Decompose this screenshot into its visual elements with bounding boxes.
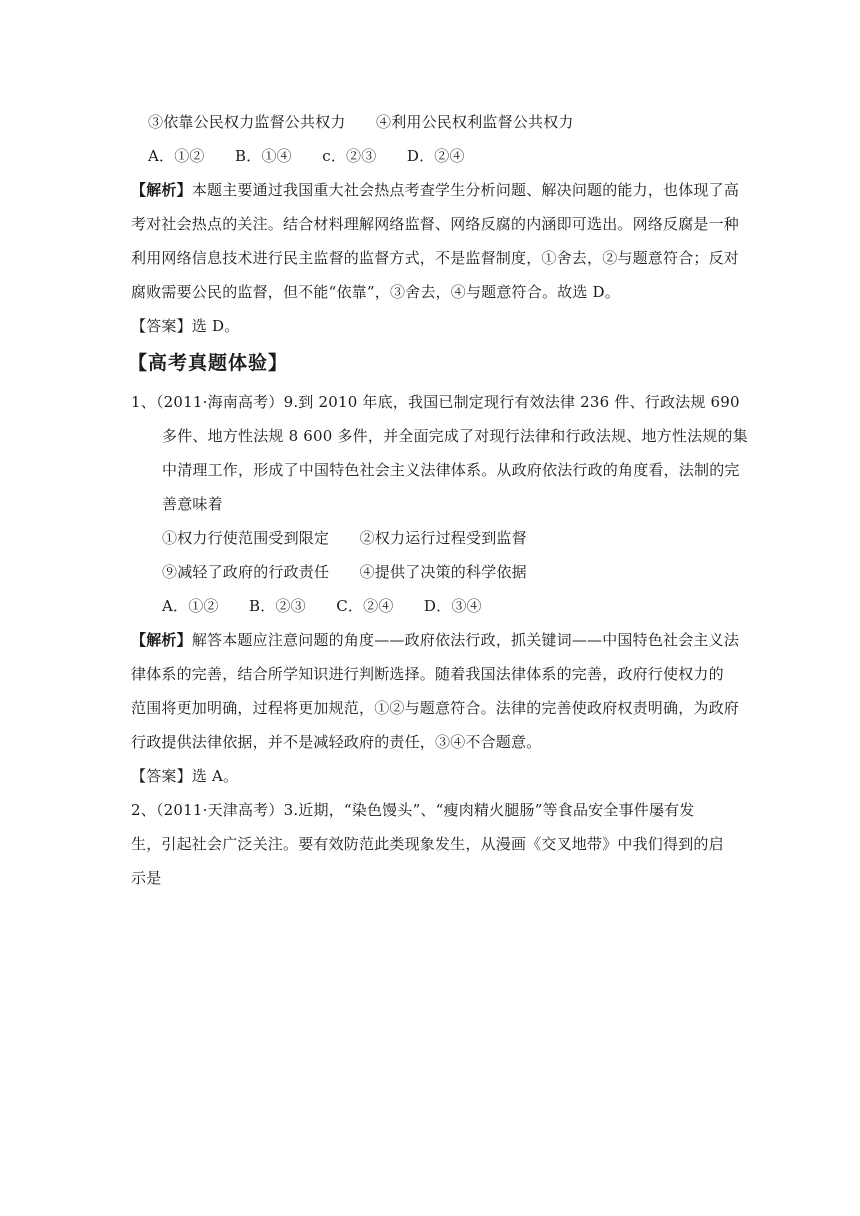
q1-options-row-2: ⑨减轻了政府的行政责任 ④提供了决策的科学依据 (162, 563, 527, 581)
q1-analysis-line-2: 律体系的完善，结合所学知识进行判断选择。随着我国法律体系的完善，政府行使权力的 (131, 665, 724, 683)
q1-analysis-line-3: 范围将更加明确，过程将更加规范，①②与题意符合。法律的完善使政府权责明确，为政府 (131, 699, 740, 717)
q1-stem-line-3: 中清理工作，形成了中国特色社会主义法律体系。从政府依法行政的角度看，法制的完 (162, 461, 740, 479)
q1-stem-line-4: 善意味着 (162, 495, 223, 513)
q0-choices: A．①② B．①④ c．②③ D．②④ (148, 147, 465, 165)
q0-analysis-line-1 (131, 180, 739, 200)
analysis-tag: 【解析】 (131, 631, 192, 649)
q0-analysis-line-2: 考对社会热点的关注。结合材料理解网络监督、网络反腐的内涵即可选出。网络反腐是一种 (131, 215, 740, 233)
q1-analysis-line-1 (131, 630, 739, 650)
q2-stem-line-2: 生，引起社会广泛关注。要有效防范此类现象发生，从漫画《交叉地带》中我们得到的启 (131, 835, 724, 853)
q1-choices: A．①② B．②③ C．②④ D．③④ (162, 597, 482, 615)
q1-analysis-line-4: 行政提供法律依据，并不是减轻政府的责任，③④不合题意。 (131, 733, 542, 751)
q0-analysis-line-3: 利用网络信息技术进行民主监督的监督方式，不是监督制度，①舍去，②与题意符合；反对 (131, 249, 740, 267)
analysis-text: 解答本题应注意问题的角度——政府依法行政，抓关键词——中国特色社会主义法 (191, 631, 740, 649)
q2-stem-line-1: 2、（2011·天津高考）3.近期，“染色馒头”、“瘦肉精火腿肠”等食品安全事件屡有发 (131, 801, 695, 819)
section-heading: 【高考真题体验】 (128, 352, 289, 374)
q2-stem-line-3: 示是 (131, 869, 162, 887)
q1-answer: 【答案】选 A。 (131, 767, 239, 785)
q1-options-row-1: ①权力行使范围受到限定 ②权力运行过程受到监督 (162, 529, 527, 547)
q0-options-row: ③依靠公民权力监督公共权力 ④利用公民权利监督公共权力 (148, 113, 574, 131)
q0-analysis-line-4: 腐败需要公民的监督，但不能“依靠”，③舍去，④与题意符合。故选 D。 (131, 283, 620, 301)
q0-answer: 【答案】选 D。 (131, 317, 240, 335)
analysis-text: 本题主要通过我国重大社会热点考查学生分析问题、解决问题的能力，也体现了高 (191, 181, 740, 199)
analysis-tag: 【解析】 (131, 181, 192, 199)
q1-stem-line-1: 1、（2011·海南高考）9.到 2010 年底，我国已制定现行有效法律 236 件、行政法规 690 (131, 393, 740, 411)
q1-stem-line-2: 多件、地方性法规 8 600 多件，并全面完成了对现行法律和行政法规、地方性法规的集 (162, 427, 748, 445)
